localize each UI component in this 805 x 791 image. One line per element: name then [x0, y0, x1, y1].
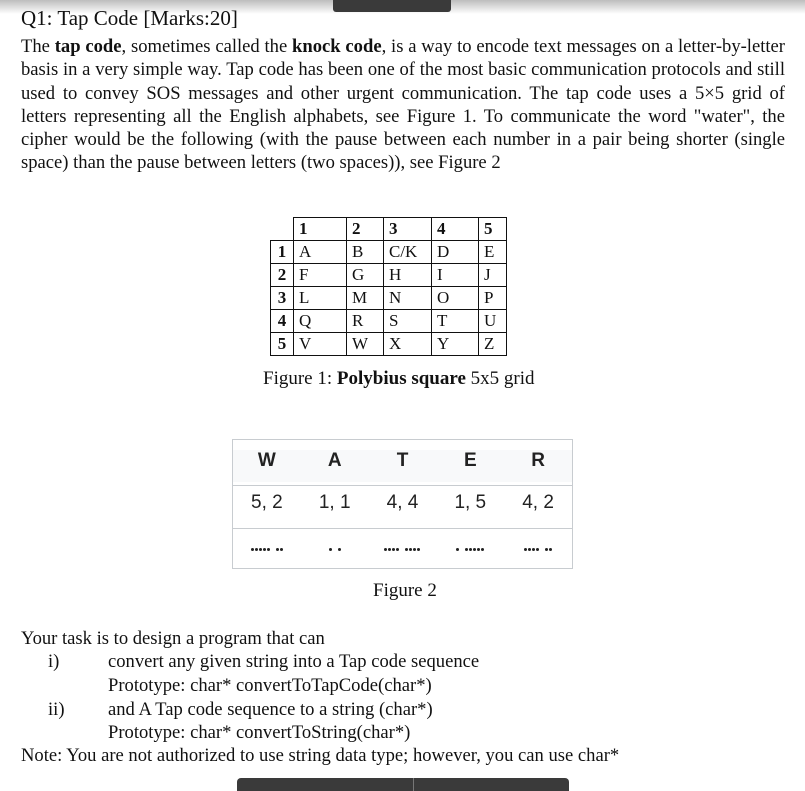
tap-dot: [255, 548, 258, 551]
tap-dot: [549, 548, 552, 551]
grid-cell: B: [347, 241, 384, 264]
grid-cell: L: [294, 287, 347, 310]
table-row: [271, 264, 507, 287]
grid-cell: X: [384, 333, 432, 356]
row-header: 5: [271, 333, 294, 356]
tap-dot: [259, 548, 262, 551]
row-header: 1: [271, 241, 294, 264]
figure-1-caption: Figure 1: Polybius square 5x5 grid: [263, 368, 535, 389]
col-header: 4: [432, 218, 479, 241]
grid-cell: R: [347, 310, 384, 333]
tap-dot: [469, 548, 472, 551]
grid-cell: U: [479, 310, 507, 333]
row-header: 2: [271, 264, 294, 287]
tap-dot-group: [338, 548, 341, 551]
tap-dot: [481, 548, 484, 551]
tap-dot-group: [524, 548, 539, 551]
divider: [233, 528, 572, 529]
tap-dots-row: [233, 538, 572, 552]
letter-cell: A: [327, 450, 342, 471]
table-row: [271, 333, 507, 356]
question-title: Q1: Tap Code [Marks:20]: [21, 6, 238, 30]
tap-dot: [528, 548, 531, 551]
grid-cell: G: [347, 264, 384, 287]
table-row: [271, 287, 507, 310]
task-note: Note: You are not authorized to use string data type; however, you can use char*: [21, 745, 620, 766]
grid-cell: J: [479, 264, 507, 287]
grid-cell: N: [384, 287, 432, 310]
tap-dot: [276, 548, 279, 551]
task-item-ii-prototype: Prototype: char* convertToString(char*): [108, 722, 411, 743]
row-header: 4: [271, 310, 294, 333]
tap-dot-group: [384, 548, 399, 551]
tap-dot: [396, 548, 399, 551]
grid-cell: P: [479, 287, 507, 310]
table-row: [271, 241, 507, 264]
col-header: 1: [294, 218, 347, 241]
task-item-i-label: i): [48, 651, 60, 672]
figure-2-caption: Figure 2: [373, 580, 437, 601]
tap-dot: [388, 548, 391, 551]
table-corner: [271, 218, 294, 241]
tap-dot-group: [405, 548, 420, 551]
task-item-i-prototype: Prototype: char* convertToTapCode(char*): [108, 675, 432, 696]
task-item-i-text: convert any given string into a Tap code sequence: [108, 651, 480, 672]
tap-dot: [532, 548, 535, 551]
grid-cell: W: [347, 333, 384, 356]
tap-dot: [251, 548, 254, 551]
divider: [233, 485, 572, 486]
tap-dot: [263, 548, 266, 551]
tap-code-figure: [232, 439, 573, 569]
tap-dot: [405, 548, 408, 551]
grid-cell: M: [347, 287, 384, 310]
table-row: [271, 310, 507, 333]
grid-cell: E: [479, 241, 507, 264]
tap-dot: [329, 548, 332, 551]
letter-cell: W: [257, 450, 276, 471]
tap-dot-group: [251, 548, 270, 551]
grid-cell: S: [384, 310, 432, 333]
grid-cell: H: [384, 264, 432, 287]
tap-dots-cell: [436, 538, 504, 552]
code-cell: 1, 1: [318, 492, 351, 513]
tap-dot: [409, 548, 412, 551]
tap-dot: [524, 548, 527, 551]
grid-cell: V: [294, 333, 347, 356]
tap-dots-cell: [301, 538, 369, 552]
letter-cell: E: [463, 450, 477, 471]
viewer-top-toolbar[interactable]: [333, 0, 451, 12]
task-intro: Your task is to design a program that can: [21, 628, 325, 649]
tap-dot: [473, 548, 476, 551]
letters-row: [233, 450, 572, 482]
code-cell: 4, 2: [522, 492, 554, 513]
tap-code-term: tap code: [54, 36, 122, 57]
knock-code-term: knock code: [292, 36, 382, 57]
tap-dots-cell: [233, 538, 301, 552]
tap-dot: [280, 548, 283, 551]
tap-dots-cell: [504, 538, 572, 552]
grid-cell: I: [432, 264, 479, 287]
tap-dot: [417, 548, 420, 551]
tap-dot: [456, 548, 459, 551]
letter-cell: T: [396, 450, 409, 471]
grid-cell: Y: [432, 333, 479, 356]
grid-cell: A: [294, 241, 347, 264]
tap-dot-group: [276, 548, 283, 551]
tap-dot: [267, 548, 270, 551]
grid-cell: F: [294, 264, 347, 287]
tap-dot: [477, 548, 480, 551]
viewer-bottom-toolbar[interactable]: [237, 778, 569, 791]
col-header: 2: [347, 218, 384, 241]
letter-cell: R: [531, 450, 545, 471]
tap-dot: [384, 548, 387, 551]
task-item-ii-text: and A Tap code sequence to a string (char*): [108, 699, 433, 720]
tap-dot-group: [329, 548, 332, 551]
tap-dot: [413, 548, 416, 551]
grid-cell: D: [432, 241, 479, 264]
row-header: 3: [271, 287, 294, 310]
task-item-ii-label: ii): [48, 699, 65, 720]
grid-cell: C/K: [384, 241, 432, 264]
polybius-square-table: [270, 217, 507, 356]
col-header: 5: [479, 218, 507, 241]
col-header: 3: [384, 218, 432, 241]
code-cell: 4, 4: [386, 492, 419, 513]
tap-dot-group: [456, 548, 459, 551]
grid-cell: O: [432, 287, 479, 310]
grid-cell: Z: [479, 333, 507, 356]
code-cell: 1, 5: [454, 492, 487, 513]
tap-dot-group: [545, 548, 552, 551]
question-description: The tap code, sometimes called the knock code, is a way to encode text messages on a letter-by-letter basis in a very simple way. Tap code has been one of the most basic communication protocols and still used to convey SOS messages and other urgent communication. The tap code uses a 5×5 grid of letters representing all the English alphabets, see Figure 1. To communicate the word "water", the cipher would be the following (with the pause between each number in a pair being shorter (single space) than the pause between letters (two spaces)), see Figure 2: [21, 36, 786, 174]
tap-dot: [545, 548, 548, 551]
grid-cell: Q: [294, 310, 347, 333]
code-cell: 5, 2: [251, 492, 283, 513]
grid-cell: T: [432, 310, 479, 333]
tap-dot: [338, 548, 341, 551]
tap-dot: [536, 548, 539, 551]
tap-dots-cell: [369, 538, 437, 552]
tap-dot: [465, 548, 468, 551]
tap-dot-group: [465, 548, 484, 551]
codes-row: [233, 492, 572, 522]
tap-dot: [392, 548, 395, 551]
